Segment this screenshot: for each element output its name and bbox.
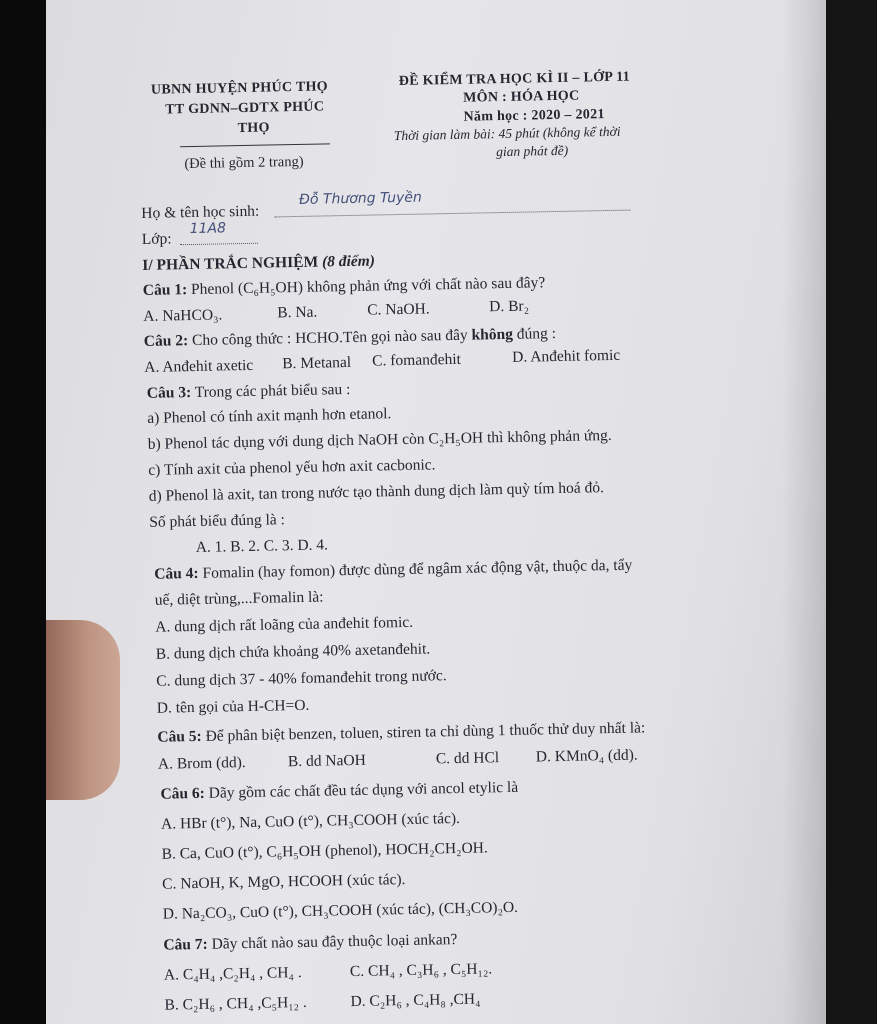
q2-text-bold: không <box>471 325 514 344</box>
class-handwriting: 11A8 <box>189 220 227 238</box>
q3-statement-a: a) Phenol có tính axit mạnh hơn etanol. <box>147 405 392 427</box>
q1-option-a: A. NaHCO₃. <box>143 306 223 325</box>
q7-text: Dãy chất nào sau đây thuộc loại ankan? <box>207 931 458 953</box>
page-note: (Đề thi gồm 2 trang) <box>184 153 304 173</box>
q1-option-d: D. Br₂ <box>489 297 530 316</box>
question-5 <box>157 719 645 746</box>
q6-option-b: B. Ca, CuO (t°), C₆H₅OH (phenol), HOCH₂CH₂OH. <box>161 839 488 863</box>
q7-option-d: D. C₂H₆ , C₄H₈ ,CH₄ <box>350 990 481 1011</box>
q5-option-d: D. KMnO₄ (dd). <box>535 746 638 766</box>
background-right <box>825 0 877 1024</box>
q3-statement-b: b) Phenol tác dụng với dung dịch NaOH còn C₂H₅OH thì không phản ứng. <box>147 426 612 453</box>
name-dotted-line <box>274 210 630 218</box>
q6-option-d: D. Na₂CO₃, CuO (t°), CH₃COOH (xúc tác), (CH₃CO)₂O. <box>162 898 519 923</box>
q2-option-d: D. Anđehit fomic <box>512 346 621 366</box>
q7-option-a: A. C₄H₄ ,C₂H₄ , CH₄ . <box>163 964 302 984</box>
question-1 <box>143 274 546 300</box>
q3-prompt: Số phát biểu đúng là : <box>149 511 286 531</box>
q6-option-a: A. HBr (t°), Na, CuO (t°), CH₃COOH (xúc tác). <box>160 809 461 833</box>
q5-option-a: A. Brom (dd). <box>157 754 246 773</box>
q3-statement-d: d) Phenol là axit, tan trong nước tạo thành dung dịch làm quỳ tím hoá đỏ. <box>148 479 605 505</box>
section-title <box>142 252 375 274</box>
name-handwriting: Đỗ Thương Tuyền <box>298 189 422 208</box>
q1-label: Câu 1: <box>142 281 188 299</box>
class-label: Lớp: <box>141 230 172 248</box>
exam-paper <box>46 0 826 1024</box>
question-2 <box>144 325 557 351</box>
q5-text: Để phân biệt benzen, toluen, stiren ta chỉ dùng 1 thuốc thử duy nhất là: <box>201 719 646 745</box>
q6-option-c: C. NaOH, K, MgO, HCOOH (xúc tác). <box>162 871 406 893</box>
q7-option-c: C. CH₄ , C₃H₆ , C₅H₁₂. <box>349 960 493 981</box>
q2-text-pre: Cho công thức : HCHO.Tên gọi nào sau đây <box>187 326 472 350</box>
q2-label: Câu 2: <box>143 332 189 350</box>
q2-option-b: B. Metanal <box>282 353 352 373</box>
q7-label: Câu 7: <box>163 935 208 954</box>
q4-option-b: B. dung dịch chứa khoảng 40% axetanđehit. <box>155 640 431 663</box>
q4-option-d: D. tên gọi của H-CH=O. <box>156 696 310 717</box>
q3-label: Câu 3: <box>146 384 192 402</box>
class-dotted-line <box>180 243 258 245</box>
section-title-text: I/ PHẦN TRẮC NGHIỆM <box>142 253 319 274</box>
q4-text: Fomalin (hay fomon) được dùng để ngâm xác động vật, thuộc da, tẩy <box>198 556 633 582</box>
q2-text-post: đúng : <box>512 325 557 343</box>
question-3 <box>147 381 351 403</box>
question-7 <box>163 931 457 955</box>
q1-option-c: C. NaOH. <box>367 300 430 319</box>
q4-label: Câu 4: <box>154 564 199 583</box>
q6-label: Câu 6: <box>160 784 206 803</box>
header-left-line3: THỌ <box>237 120 270 137</box>
header-left-line1: UBNN HUYỆN PHÚC THỌ <box>150 79 329 98</box>
q5-option-c: C. dd HCl <box>435 749 500 768</box>
name-label: Họ & tên học sinh: <box>141 202 260 222</box>
q3-text: Trong các phát biểu sau : <box>190 380 351 402</box>
q1-text: Phenol (C₆H₅OH) không phản ứng với chất nào sau đây? <box>187 274 546 299</box>
q2-option-c: C. fomanđehit <box>372 350 462 370</box>
q2-option-a: A. Anđehit axetic <box>144 356 254 376</box>
q5-option-b: B. dd NaOH <box>287 751 366 771</box>
q7-option-b: B. C₂H₆ , CH₄ ,C₅H₁₂ . <box>164 993 307 1014</box>
header-right-line2: MÔN : HÓA HỌC <box>463 88 580 106</box>
q1-option-b: B. Na. <box>277 303 318 322</box>
q3-options: A. 1. B. 2. C. 3. D. 4. <box>195 536 329 556</box>
q6-text: Dãy gồm các chất đều tác dụng với ancol etylic là <box>204 778 519 802</box>
q3-statement-c: c) Tính axit của phenol yếu hơn axit cacbonic. <box>148 456 436 479</box>
paper-content <box>46 0 826 1024</box>
header-right-line1: ĐỀ KIỂM TRA HỌC KÌ II – LỚP 11 <box>398 69 631 90</box>
q4-text-continued: uế, diệt trùng,...Fomalin là: <box>154 588 324 609</box>
q5-label: Câu 5: <box>157 727 202 746</box>
time-line1: Thời gian làm bài: 45 phút (không kể thời <box>393 123 621 144</box>
section-points: (8 điểm) <box>321 252 376 271</box>
question-4 <box>154 557 632 584</box>
background-left <box>0 0 46 1024</box>
header-right-line3: Năm học : 2020 – 2021 <box>463 107 605 125</box>
header-left-line2: TT GDNN–GDTX PHÚC <box>165 99 325 118</box>
q4-option-a: A. dung dịch rất loãng của anđehit fomic. <box>155 613 414 636</box>
q4-option-c: C. dung dịch 37 - 40% fomanđehit trong nước. <box>156 667 447 690</box>
question-6 <box>160 779 518 804</box>
header-divider <box>180 143 330 147</box>
time-line2: gian phát đề) <box>496 142 569 160</box>
